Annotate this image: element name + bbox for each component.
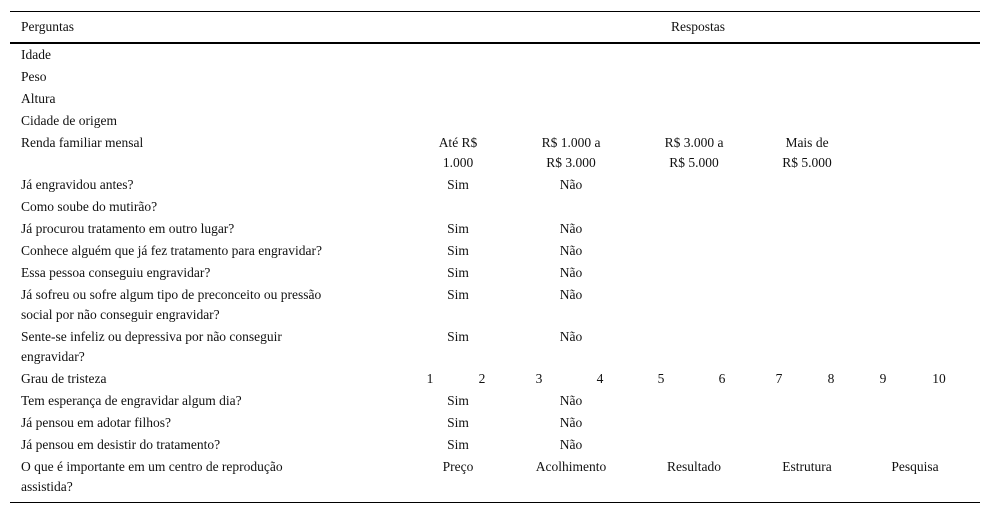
question-text: social por não conseguir engravidar? <box>21 307 220 322</box>
question-text: Sente-se infeliz ou depressiva por não conseguir <box>21 329 282 344</box>
answer-option: Não <box>559 177 583 192</box>
scale-value: 1 <box>426 371 434 386</box>
question-text: Já sofreu ou sofre algum tipo de preconceito ou pressão <box>21 287 322 302</box>
answer-option: Sim <box>447 437 469 452</box>
answer-option: Sim <box>447 221 469 236</box>
question-text: Já pensou em desistir do tratamento? <box>21 437 221 452</box>
answer-option: Sim <box>447 177 469 192</box>
question-text: Grau de tristeza <box>21 371 107 386</box>
answer-option: R$ 3.000 <box>546 155 596 170</box>
answer-option: Mais de <box>785 135 829 150</box>
question-text: Já pensou em adotar filhos? <box>21 415 171 430</box>
header-rule <box>10 42 980 44</box>
answer-option: Não <box>559 415 583 430</box>
scale-value: 5 <box>657 371 665 386</box>
answer-option: Estrutura <box>782 459 832 474</box>
question-text: engravidar? <box>21 349 85 364</box>
question-text: Renda familiar mensal <box>21 135 144 150</box>
scale-value: 8 <box>827 371 835 386</box>
question-text: Essa pessoa conseguiu engravidar? <box>21 265 211 280</box>
question-text: Idade <box>21 47 51 62</box>
question-text: assistida? <box>21 479 73 494</box>
header-questions: Perguntas <box>21 19 74 34</box>
answer-option: Não <box>559 329 583 344</box>
answer-option: Acolhimento <box>535 459 607 474</box>
answer-option: 1.000 <box>442 155 474 170</box>
answer-option: R$ 5.000 <box>669 155 719 170</box>
answer-option: Não <box>559 393 583 408</box>
scale-value: 2 <box>478 371 486 386</box>
answer-option: Sim <box>447 415 469 430</box>
bottom-rule <box>10 502 980 503</box>
top-rule <box>10 11 980 12</box>
scale-value: 9 <box>879 371 887 386</box>
answer-option: Não <box>559 221 583 236</box>
answer-option: Até R$ <box>438 135 478 150</box>
scale-value: 7 <box>775 371 783 386</box>
answer-option: Pesquisa <box>891 459 939 474</box>
answer-option: Sim <box>447 243 469 258</box>
answer-option: Não <box>559 437 583 452</box>
scale-value: 4 <box>596 371 604 386</box>
question-text: Já procurou tratamento em outro lugar? <box>21 221 235 236</box>
scale-value: 3 <box>535 371 543 386</box>
question-text: Altura <box>21 91 56 106</box>
question-text: Como soube do mutirão? <box>21 199 158 214</box>
answer-option: Não <box>559 287 583 302</box>
answer-option: Preço <box>442 459 474 474</box>
answer-option: Sim <box>447 287 469 302</box>
answer-option: R$ 1.000 a <box>541 135 601 150</box>
question-text: O que é importante em um centro de reprodução <box>21 459 283 474</box>
question-text: Peso <box>21 69 47 84</box>
answer-option: Sim <box>447 265 469 280</box>
answer-option: Sim <box>447 393 469 408</box>
answer-option: Não <box>559 265 583 280</box>
answer-option: Não <box>559 243 583 258</box>
header-answers: Respostas <box>671 19 725 34</box>
answer-option: R$ 5.000 <box>782 155 832 170</box>
answer-option: Sim <box>447 329 469 344</box>
question-text: Conhece alguém que já fez tratamento para engravidar? <box>21 243 322 258</box>
question-text: Tem esperança de engravidar algum dia? <box>21 393 242 408</box>
answer-option: R$ 3.000 a <box>664 135 724 150</box>
question-text: Cidade de origem <box>21 113 117 128</box>
answer-option: Resultado <box>667 459 721 474</box>
scale-value: 10 <box>932 371 946 386</box>
scale-value: 6 <box>718 371 726 386</box>
question-text: Já engravidou antes? <box>21 177 134 192</box>
